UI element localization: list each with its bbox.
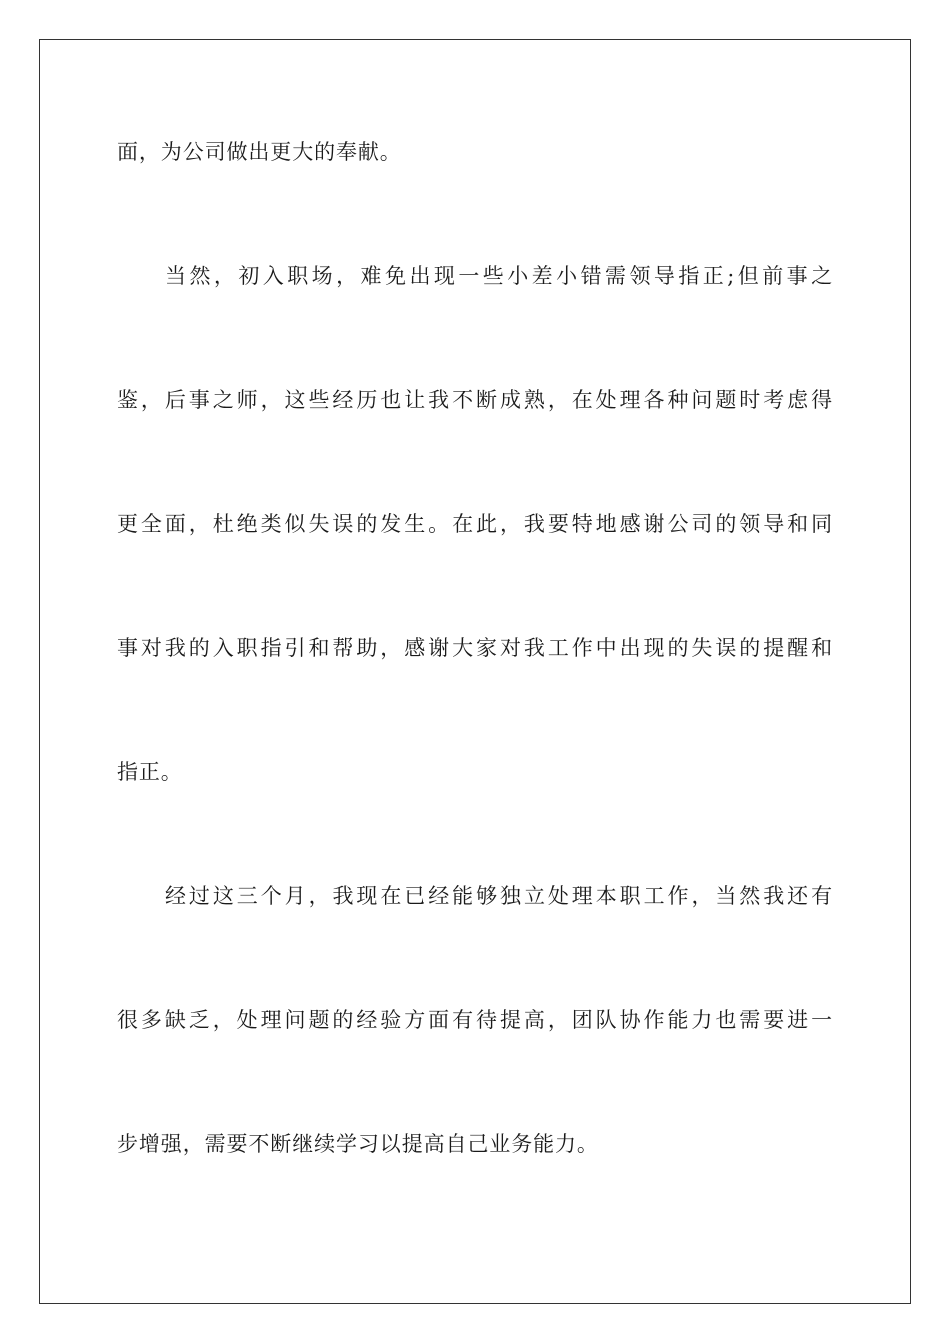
paragraph-line-4: 更全面，杜绝类似失误的发生。在此，我要特地感谢公司的领导和同 xyxy=(117,512,833,536)
paragraph-line-5: 事对我的入职指引和帮助，感谢大家对我工作中出现的失误的提醒和 xyxy=(117,636,833,660)
paragraph-line-9: 步增强，需要不断继续学习以提高自己业务能力。 xyxy=(117,1132,599,1156)
paragraph-line-1: 面，为公司做出更大的奉献。 xyxy=(117,140,402,164)
paragraph-line-6: 指正。 xyxy=(117,760,183,784)
paragraph-line-2: 当然，初入职场，难免出现一些小差小错需领导指正;但前事之 xyxy=(165,264,833,288)
paragraph-line-3: 鉴，后事之师，这些经历也让我不断成熟，在处理各种问题时考虑得 xyxy=(117,388,833,412)
paragraph-line-7: 经过这三个月，我现在已经能够独立处理本职工作，当然我还有 xyxy=(165,884,833,908)
paragraph-line-8: 很多缺乏，处理问题的经验方面有待提高，团队协作能力也需要进一 xyxy=(117,1008,833,1032)
page-frame xyxy=(39,39,911,1304)
